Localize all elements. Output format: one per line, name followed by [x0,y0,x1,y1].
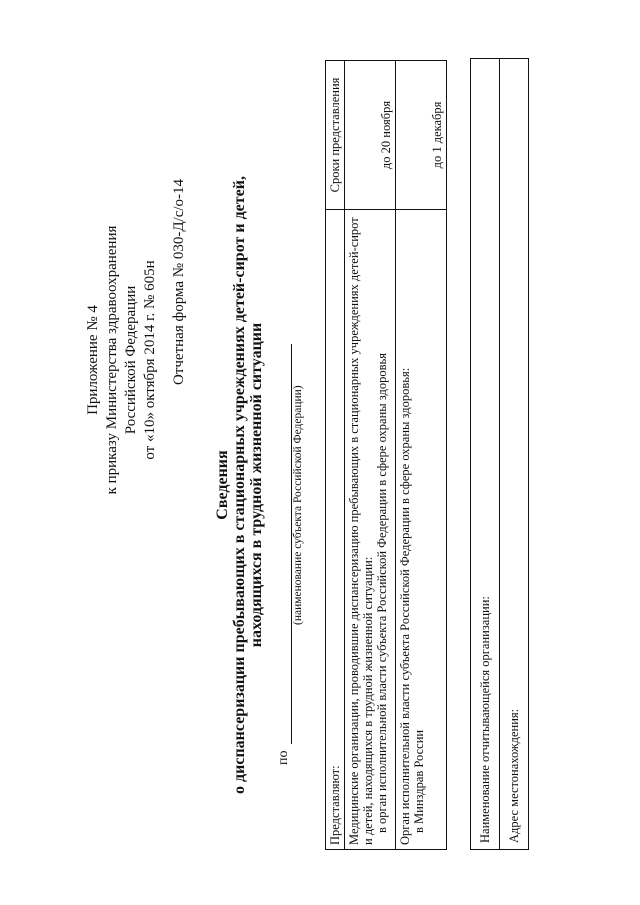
table-row [345,61,396,850]
row-submitter-cell [345,210,396,850]
form-number: Отчетная форма № 030-Д/с/о-14 [171,178,187,385]
row-submitter-text: Орган исполнительной власти субъекта Российской Федерации в сфере охраны здоровья: [398,367,412,845]
row-deadline: до 1 декабря [430,101,444,169]
appendix-line: Российской Федерации [123,285,139,435]
subject-blank-underline [277,345,292,745]
appendix-line: к приказу Министерства здравоохранения [104,225,120,495]
organization-info-box [470,58,529,850]
appendix-line: от «10» октября 2014 г. № 605н [142,260,158,460]
subject-caption: (наименование субъекта Российской Федерации) [292,385,304,625]
row-deadline-cell [396,61,447,210]
appendix-header [84,200,160,520]
submission-table [325,60,447,850]
organization-name-field: Наименование отчитывающейся организации: [478,596,492,843]
subject-line [276,325,292,765]
row-deadline-cell [345,61,396,210]
row-recipient-text: в Минздрав России [412,729,426,833]
title-line: о диспансеризации пребывающих в стационарных учреждениях детей-сирот и детей, [231,176,248,794]
appendix-line: Приложение № 4 [85,305,101,415]
header-submitters: Представляют: [326,210,345,850]
document-title [214,165,265,805]
title-line: Сведения [214,450,231,520]
header-deadlines: Сроки представления [326,61,345,210]
title-line: находящихся в трудной жизненной ситуации [248,322,265,648]
table-row [396,61,447,850]
row-deadline: до 20 ноября [379,100,393,170]
table-header-row [326,61,345,850]
subject-prefix: по [276,750,291,765]
organization-address-field: Адрес местонахождения: [499,59,528,849]
row-recipient-text: в орган исполнительной власти субъекта Российской Федерации в сфере охраны здоровья [375,353,389,833]
row-submitter-text: Медицинские организации, проводившие диспансеризацию пребывающих в стационарных учреждениях детей-сирот и детей, находящихся в трудной жизненной ситуации: [347,217,375,845]
row-submitter-cell [396,210,447,850]
